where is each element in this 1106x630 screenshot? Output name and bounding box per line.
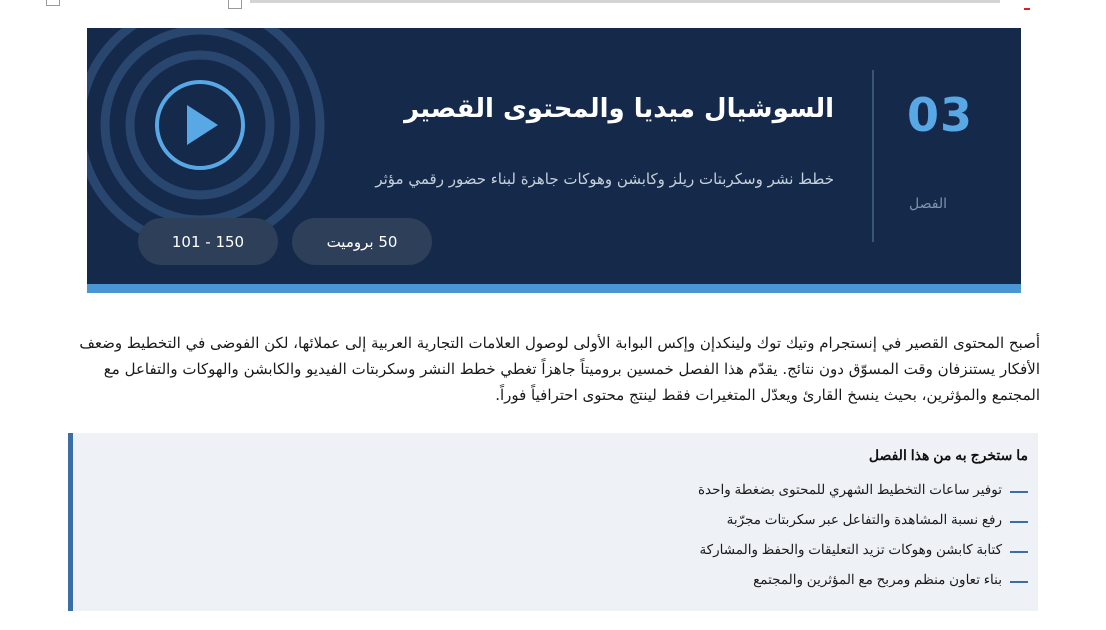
dash-bullet-icon <box>1010 539 1028 553</box>
list-item <box>698 569 1028 599</box>
list-item-text: رفع نسبة المشاهدة والتفاعل عبر سكربتات مجرّبة <box>726 512 1002 527</box>
ruler-bar <box>250 0 1000 3</box>
ruler-marker-middle <box>228 0 242 9</box>
banner-bottom-bar <box>87 284 1021 293</box>
list-item <box>698 539 1028 569</box>
list-item <box>698 509 1028 539</box>
spellcheck-mark <box>1024 4 1030 10</box>
chapter-subtitle: خطط نشر وسكربتات ريلز وكابشن وهوكات جاهزة لبناء حضور رقمي مؤثر <box>375 170 834 188</box>
play-icon[interactable] <box>157 82 243 168</box>
outcomes-list <box>698 479 1028 599</box>
prompt-range-badge: 101 - 150 <box>138 218 278 265</box>
window-top-edge <box>0 0 1106 9</box>
chapter-title: السوشيال ميديا والمحتوى القصير <box>404 94 834 124</box>
chapter-outcomes-box <box>68 433 1038 611</box>
list-item-text: توفير ساعات التخطيط الشهري للمحتوى بضغطة واحدة <box>697 482 1002 497</box>
list-item-text: بناء تعاون منظم ومربح مع المؤثرين والمجتمع <box>753 572 1002 587</box>
chapter-label: الفصل <box>909 196 947 212</box>
outcomes-title: ما ستخرج به من هذا الفصل <box>868 447 1028 463</box>
list-item <box>698 479 1028 509</box>
dash-bullet-icon <box>1010 479 1028 493</box>
intro-paragraph: أصبح المحتوى القصير في إنستجرام وتيك توك ولينكدإن وإكس البوابة الأولى لوصول العلامات التجارية العربية إلى عملائها، لكن الفوضى في التخطيط وضعف الأفكار يستنزفان وقت المسوّق دون نتائج. يقدّم هذا الفصل خمسين بروميتاً جاهزاً تغطي خطط النشر وسكربتات الفيديو والكابشن والهوكات والتفاعل مع المجتمع والمؤثرين، بحيث ينسخ القارئ ويعدّل المتغيرات فقط لينتج محتوى احترافياً فوراً. <box>79 334 1040 404</box>
prompt-count-badge: 50 بروميت <box>292 218 432 265</box>
chapter-banner <box>87 28 1021 284</box>
chapter-number: 03 <box>906 88 973 142</box>
dash-bullet-icon <box>1010 569 1028 583</box>
list-item-text: كتابة كابشن وهوكات تزيد التعليقات والحفظ والمشاركة <box>699 542 1002 557</box>
ruler-marker-left <box>46 0 60 6</box>
banner-divider <box>872 70 874 242</box>
dash-bullet-icon <box>1010 509 1028 523</box>
